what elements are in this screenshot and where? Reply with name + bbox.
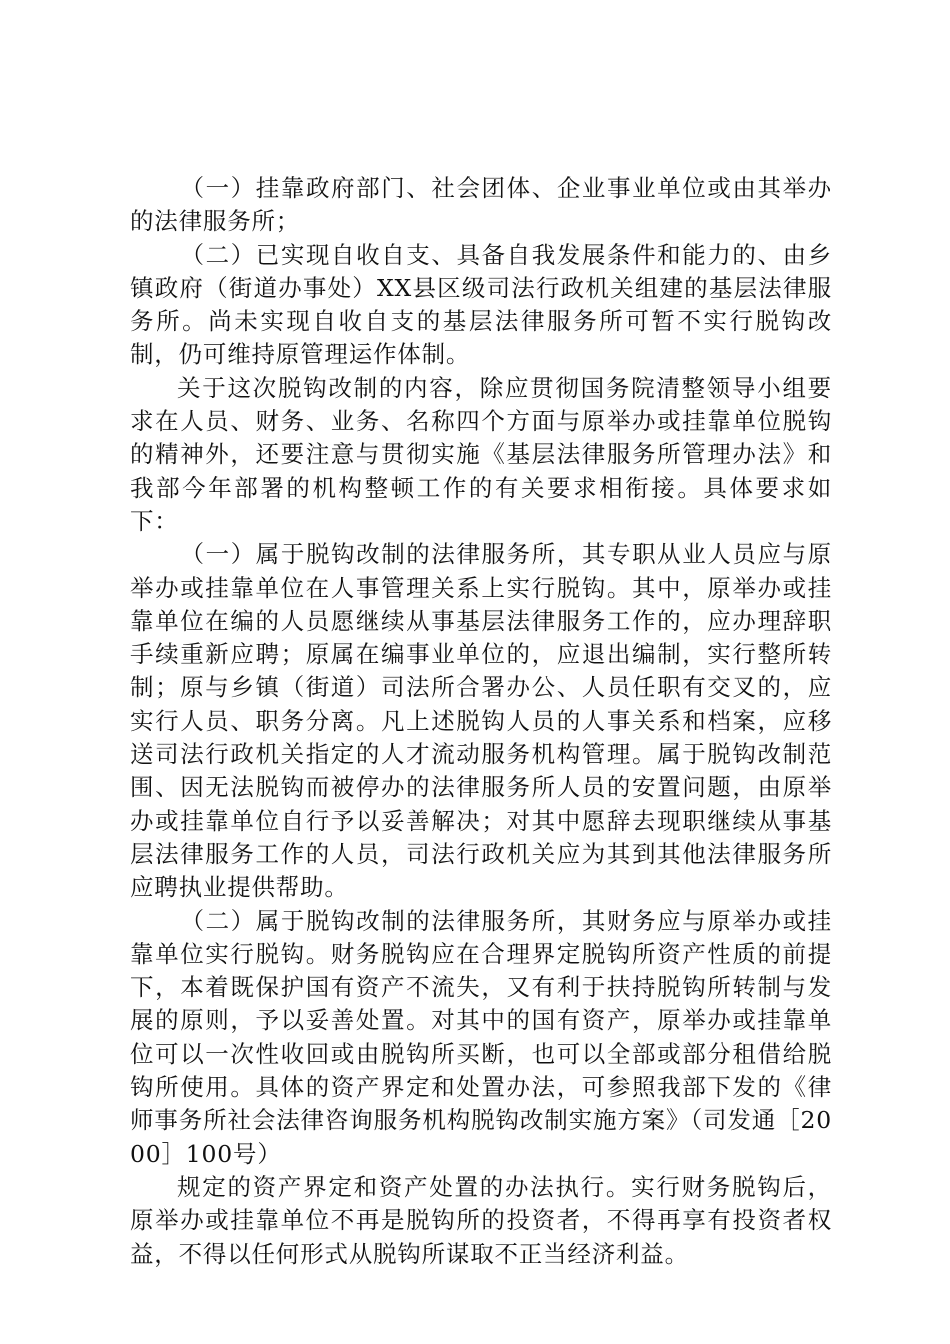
- paragraph-continuation: 规定的资产界定和资产处置的办法执行。实行财务脱钩后，原举办或挂靠单位不再是脱钩所的投资者，不得再享有投资者权益，不得以任何形式从脱钩所谋取不正当经济利益。: [130, 1172, 832, 1268]
- paragraph-personnel: （一）属于脱钩改制的法律服务所，其专职从业人员应与原举办或挂靠单位在人事管理关系上实行脱钩。其中，原举办或挂靠单位在编的人员愿继续从事基层法律服务工作的，应办理辞职手续重新应聘；原属在编事业单位的，应退出编制，实行整所转制；原与乡镇（街道）司法所合署办公、人员任职有交叉的，应实行人员、职务分离。凡上述脱钩人员的人事关系和档案，应移送司法行政机关指定的人才流动服务机构管理。属于脱钩改制范围、因无法脱钩而被停办的法律服务所人员的安置问题，由原举办或挂靠单位自行予以妥善解决；对其中愿辞去现职继续从事基层法律服务工作的人员，司法行政机关应为其到其他法律服务所应聘执业提供帮助。: [130, 540, 832, 902]
- paragraph-item-1: （一）挂靠政府部门、社会团体、企业事业单位或由其举办的法律服务所；: [130, 174, 832, 236]
- paragraph-item-2: （二）已实现自收自支、具备自我发展条件和能力的、由乡镇政府（街道办事处）XX县区级司法行政机关组建的基层法律服务所。尚未实现自收自支的基层法律服务所可暂不实行脱钩改制，仍可维持原管理运作体制。: [130, 240, 832, 369]
- paragraph-intro: 关于这次脱钩改制的内容，除应贯彻国务院清整领导小组要求在人员、财务、业务、名称四个方面与原举办或挂靠单位脱钩的精神外，还要注意与贯彻实施《基层法律服务所管理办法》和我部今年部署的机构整顿工作的有关要求相衔接。具体要求如下：: [130, 373, 832, 535]
- paragraph-finance: （二）属于脱钩改制的法律服务所，其财务应与原举办或挂靠单位实行脱钩。财务脱钩应在合理界定脱钩所资产性质的前提下，本着既保护国有资产不流失，又有利于扶持脱钩所转制与发展的原则，予以妥善处置。对其中的国有资产，原举办或挂靠单位可以一次性收回或由脱钩所买断，也可以全部或部分租借给脱钩所使用。具体的资产界定和处置办法，可参照我部下发的《律师事务所社会法律咨询服务机构脱钩改制实施方案》（司发通［2000］100号）: [130, 906, 832, 1168]
- document-body: [130, 172, 832, 1271]
